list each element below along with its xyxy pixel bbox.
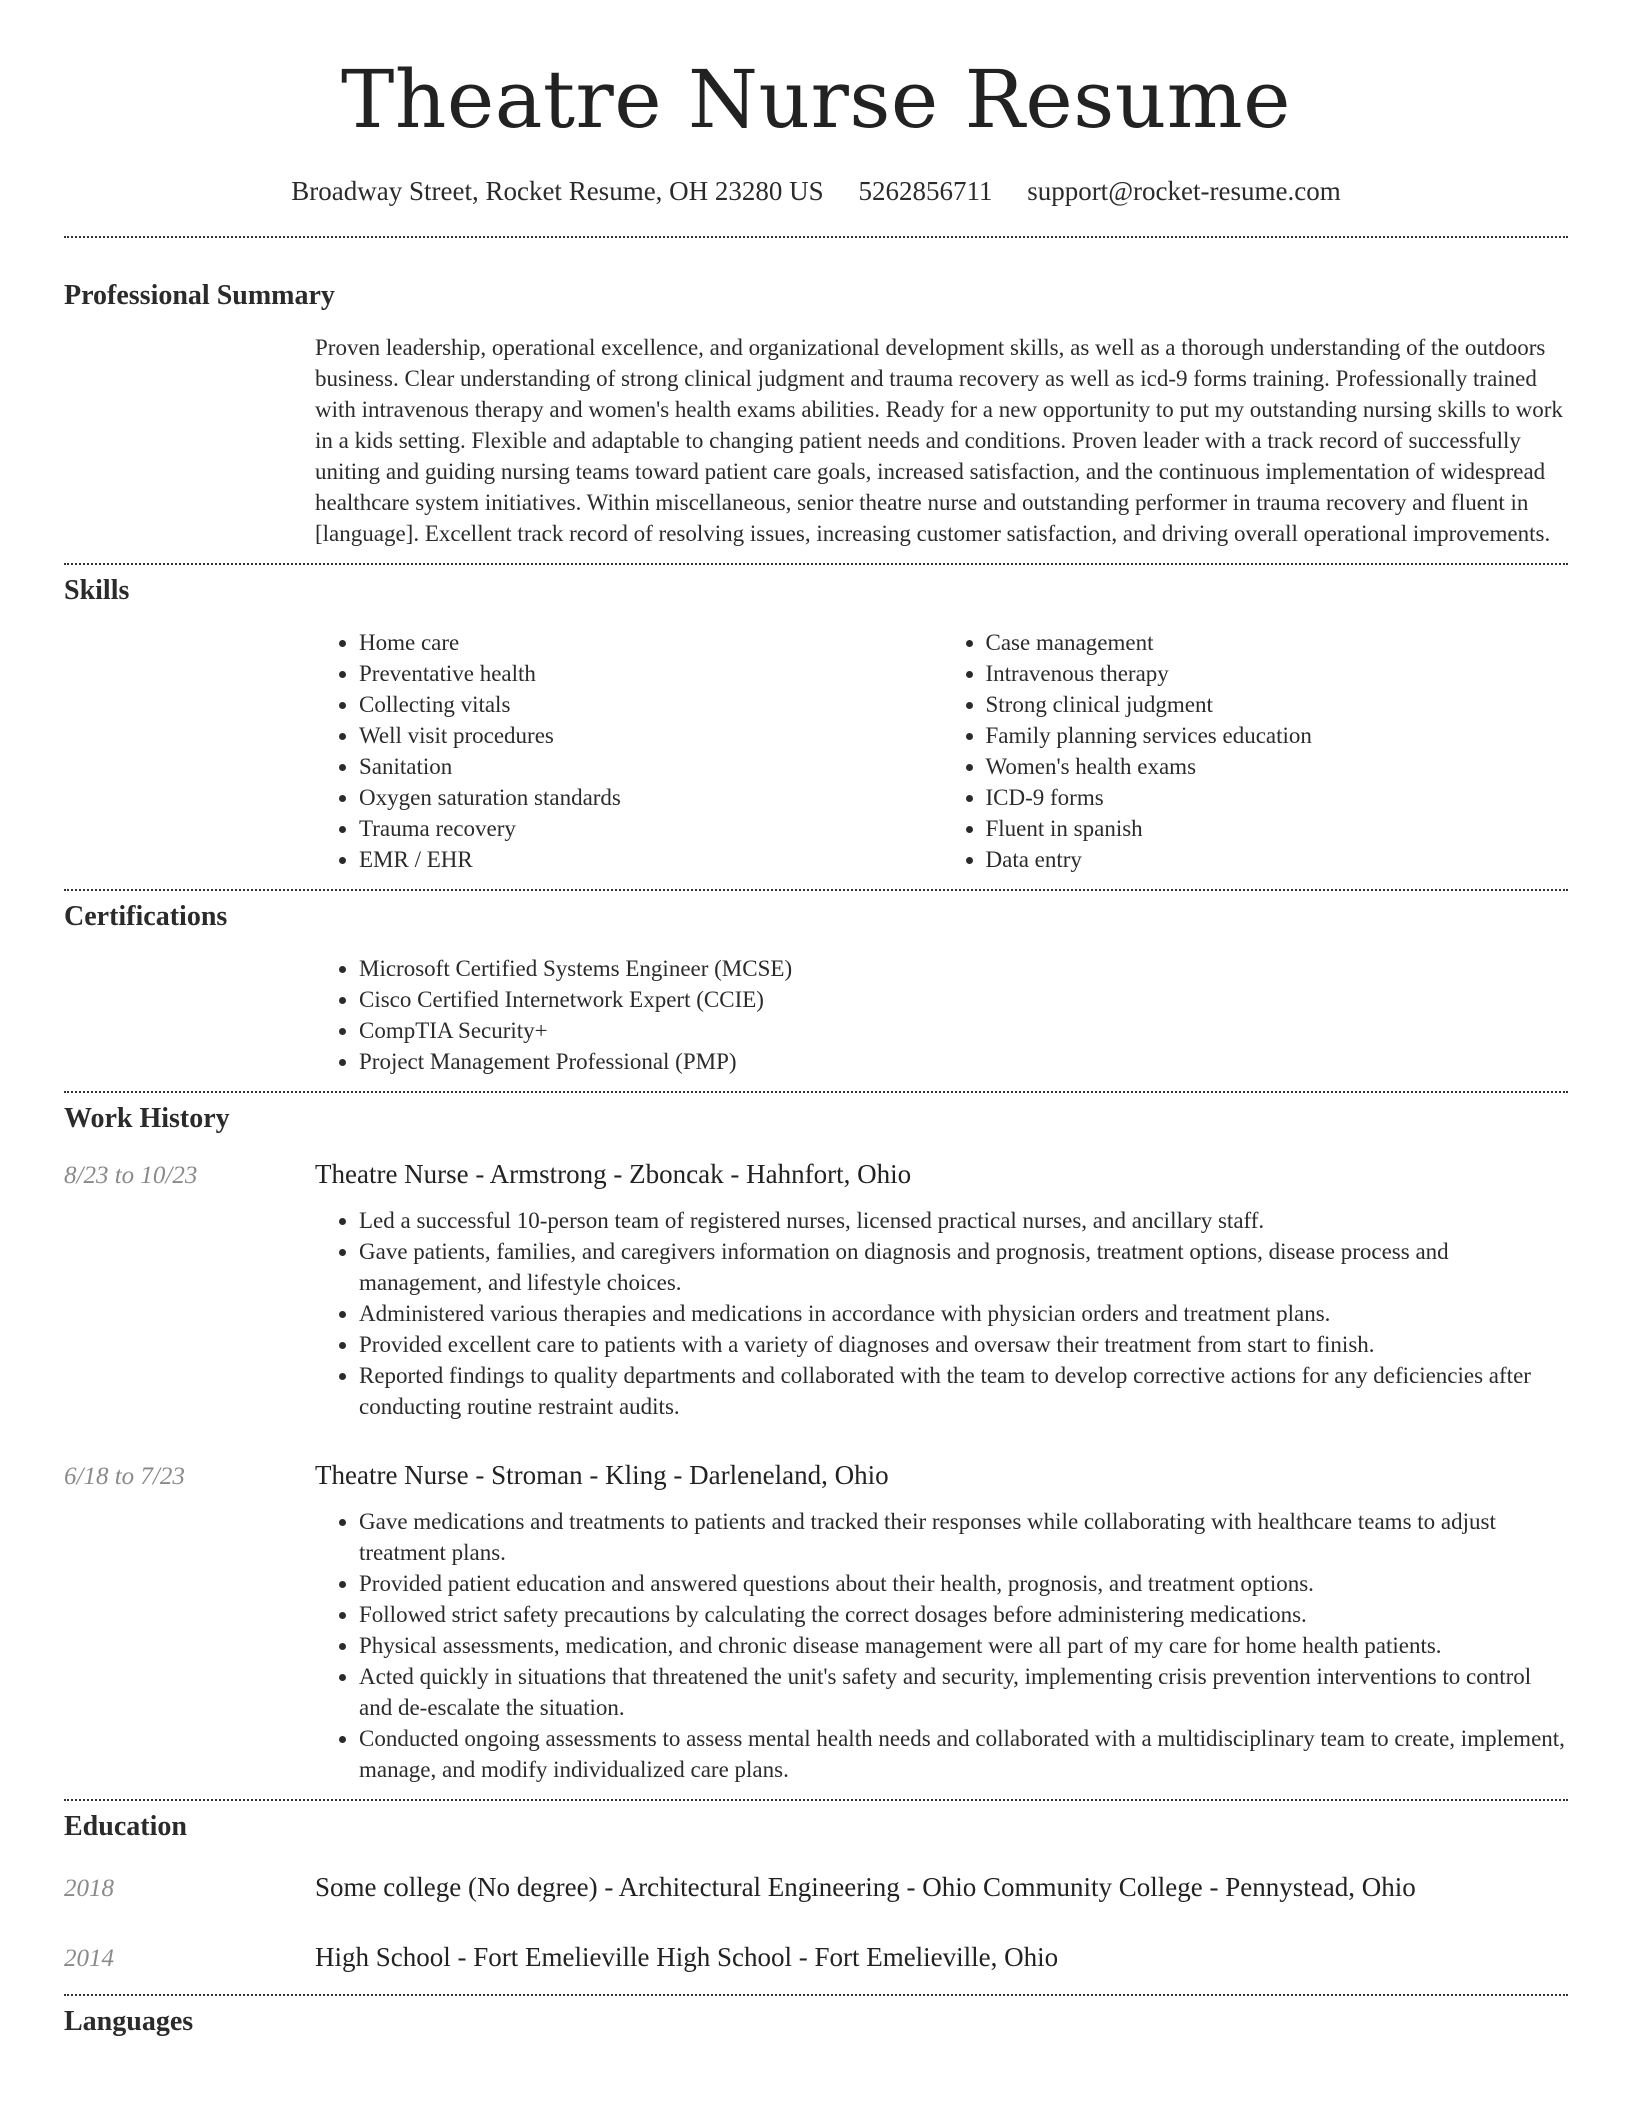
job-bullet: • Led a successful 10-person team of registered nurses, licensed practical nurses, and ancillary staff. bbox=[359, 1205, 1568, 1236]
section-title-languages: Languages bbox=[64, 2006, 194, 2037]
job-details bbox=[315, 1506, 1568, 1785]
job-entry bbox=[64, 1458, 1568, 1494]
summary-text: Proven leadership, operational excellence, and organizational development skills, as well as a thorough understanding of the outdoors business. Clear understanding of strong clinical judgment and trauma recovery as well as icd-9 forms training. Professionally trained with intravenous therapy and women's health exams abilities. Ready for a new opportunity to put my outstanding nursing skills to work in a kids setting. Flexible and adaptable to changing patient needs and conditions. Proven leader with a track record of successfully uniting and guiding nursing teams toward patient care goals, increased satisfaction, and the continuous implementation of widespread healthcare system initiatives. Within miscellaneous, senior theatre nurse and outstanding performer in trauma recovery and fluent in [language]. Excellent track record of resolving issues, increasing customer satisfaction, and driving overall operational improvements. bbox=[315, 335, 1563, 546]
skill-item: • ICD-9 forms bbox=[986, 782, 1569, 813]
section-title-skills: Skills bbox=[64, 575, 130, 606]
skill-item: • Collecting vitals bbox=[359, 689, 942, 720]
section-summary bbox=[64, 238, 1568, 549]
job-entry bbox=[64, 1157, 1568, 1193]
certification-item: • Microsoft Certified Systems Engineer (MCSE) bbox=[359, 953, 1568, 984]
contact-email: support@rocket-resume.com bbox=[1027, 176, 1341, 206]
skill-item: • Intravenous therapy bbox=[986, 658, 1569, 689]
job-bullets bbox=[315, 1506, 1568, 1785]
job-title: Theatre Nurse - Armstrong - Zboncak - Hahnfort, Ohio bbox=[315, 1159, 912, 1189]
education-entry bbox=[64, 1940, 1568, 1976]
section-education bbox=[64, 1801, 1568, 1976]
section-work-history bbox=[64, 1093, 1568, 1785]
job-bullet: • Acted quickly in situations that threatened the unit's safety and security, implementing crisis prevention interventions to control and de-escalate the situation. bbox=[359, 1661, 1568, 1723]
job-bullet: • Physical assessments, medication, and chronic disease management were all part of my care for home health patients. bbox=[359, 1630, 1568, 1661]
section-title-education: Education bbox=[64, 1811, 187, 1842]
skill-item: • Oxygen saturation standards bbox=[359, 782, 942, 813]
job-bullet: • Gave medications and treatments to patients and tracked their responses while collaborating with healthcare teams to adjust treatment plans. bbox=[359, 1506, 1568, 1568]
education-year: 2018 bbox=[64, 1875, 114, 1902]
contact-line bbox=[64, 174, 1568, 208]
skills-grid bbox=[315, 627, 1568, 875]
skills-list-left bbox=[315, 627, 942, 875]
skill-item: • EMR / EHR bbox=[359, 844, 942, 875]
education-detail: High School - Fort Emelieville High School - Fort Emelieville, Ohio bbox=[315, 1942, 1059, 1972]
skill-item: • Home care bbox=[359, 627, 942, 658]
resume-title: Theatre Nurse Resume bbox=[340, 53, 1292, 146]
job-details bbox=[315, 1205, 1568, 1422]
job-bullet: • Gave patients, families, and caregivers information on diagnosis and prognosis, treatment options, disease process and management, and lifestyle choices. bbox=[359, 1236, 1568, 1298]
job-bullets bbox=[315, 1205, 1568, 1422]
contact-address: Broadway Street, Rocket Resume, OH 23280 US bbox=[291, 176, 824, 206]
skills-list-right bbox=[942, 627, 1569, 875]
section-languages bbox=[64, 1996, 1568, 2039]
certification-item: • Project Management Professional (PMP) bbox=[359, 1046, 1568, 1077]
skill-item: • Sanitation bbox=[359, 751, 942, 782]
skill-item: • Strong clinical judgment bbox=[986, 689, 1569, 720]
certification-item: • Cisco Certified Internetwork Expert (CCIE) bbox=[359, 984, 1568, 1015]
job-bullet: • Reported findings to quality departments and collaborated with the team to develop corrective actions for any deficiencies after conducting routine restraint audits. bbox=[359, 1360, 1568, 1422]
education-entry bbox=[64, 1870, 1568, 1906]
section-title-certifications: Certifications bbox=[64, 901, 228, 932]
certifications-content bbox=[315, 953, 1568, 1077]
skill-item: • Preventative health bbox=[359, 658, 942, 689]
section-certifications bbox=[64, 891, 1568, 1077]
job-bullet: • Administered various therapies and medications in accordance with physician orders and treatment plans. bbox=[359, 1298, 1568, 1329]
section-skills bbox=[64, 565, 1568, 875]
certification-item: • CompTIA Security+ bbox=[359, 1015, 1568, 1046]
skill-item: • Case management bbox=[986, 627, 1569, 658]
skill-item: • Fluent in spanish bbox=[986, 813, 1569, 844]
summary-content bbox=[315, 332, 1568, 549]
skill-item: • Trauma recovery bbox=[359, 813, 942, 844]
certifications-list bbox=[315, 953, 1568, 1077]
job-bullet: • Provided excellent care to patients with a variety of diagnoses and oversaw their treatment from start to finish. bbox=[359, 1329, 1568, 1360]
section-title-work-history: Work History bbox=[64, 1103, 230, 1134]
education-detail: Some college (No degree) - Architectural Engineering - Ohio Community College - Pennystead, Ohio bbox=[315, 1872, 1416, 1902]
skill-item: • Women's health exams bbox=[986, 751, 1569, 782]
job-dates: 6/18 to 7/23 bbox=[64, 1463, 185, 1490]
skill-item: • Well visit procedures bbox=[359, 720, 942, 751]
education-year: 2014 bbox=[64, 1945, 114, 1972]
job-bullet: • Followed strict safety precautions by calculating the correct dosages before administering medications. bbox=[359, 1599, 1568, 1630]
job-title: Theatre Nurse - Stroman - Kling - Darleneland, Ohio bbox=[315, 1460, 889, 1490]
skill-item: • Family planning services education bbox=[986, 720, 1569, 751]
job-bullet: • Provided patient education and answered questions about their health, prognosis, and treatment options. bbox=[359, 1568, 1568, 1599]
job-bullet: • Conducted ongoing assessments to assess mental health needs and collaborated with a multidisciplinary team to create, implement, manage, and modify individualized care plans. bbox=[359, 1723, 1568, 1785]
contact-phone: 5262856711 bbox=[858, 176, 993, 206]
job-dates: 8/23 to 10/23 bbox=[64, 1162, 198, 1189]
section-title-summary: Professional Summary bbox=[64, 280, 335, 311]
skill-item: • Data entry bbox=[986, 844, 1569, 875]
